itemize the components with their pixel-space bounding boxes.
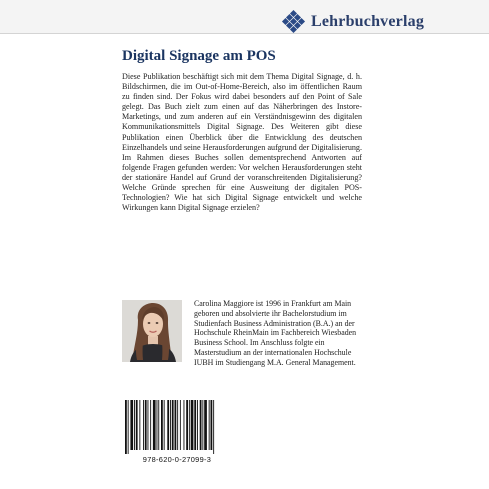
publisher-name: Lehrbuchverlag xyxy=(311,13,425,30)
barcode-bar xyxy=(161,400,163,450)
barcode-bar xyxy=(128,400,129,454)
barcode-bar xyxy=(170,400,171,450)
barcode-bar xyxy=(197,400,198,450)
barcode-bar xyxy=(164,400,165,450)
barcode-bars xyxy=(121,398,229,456)
barcode-bar xyxy=(191,400,194,450)
barcode-bar xyxy=(136,400,138,450)
barcode-bar xyxy=(150,400,151,450)
barcode-bar xyxy=(211,400,213,450)
barcode-bar xyxy=(158,400,159,450)
barcode-bar xyxy=(139,400,140,450)
barcode-bar xyxy=(175,400,177,450)
barcode-bar xyxy=(194,400,196,450)
barcode-bar xyxy=(202,400,203,450)
barcode-bar xyxy=(167,400,169,450)
barcode-bar xyxy=(153,400,156,450)
barcode-bar xyxy=(200,400,202,450)
author-photo xyxy=(122,300,182,362)
barcode-bar xyxy=(189,400,190,450)
barcode-bar xyxy=(213,400,214,454)
author-portrait-image xyxy=(122,300,182,362)
publisher-logo xyxy=(283,11,424,33)
barcode-bar xyxy=(177,400,178,450)
barcode-bar xyxy=(157,400,158,450)
barcode-bar xyxy=(180,400,181,450)
barcode-bar xyxy=(184,400,185,450)
book-blurb: Diese Publikation beschäftigt sich mit dem Thema Digital Signage, d. h. Bildschirmen, die im Out-of-Home-Bereich, also im öffentlichen Raum zu finden sind. Der Fokus wird dabei besonders auf den Point of Sale gelegt. Das Buch zielt zum einen auf das Näherbringen des Instore-Marketings, und zum anderen auf ein Verständnisgewinn des digitalen Kommunikationsmittels Digital Signage. Des Weiteren gibt diese Publikation einen Überblick über die Entwicklung des deutschen Einzelhandels und seine Herausforderungen aufgrund der Digitalisierung. Im Rahmen dieses Buches sollen dementsprechend Antworten auf folgende Fragen gefunden werden: Vor welchen Herausforderungen steht der stationäre Handel auf Grund der voranschreitenden Digitalisierung? Welche Gründe sprechen für eine Ausweitung der digitalen POS-Technologien? Wie hat sich Digital Signage entwickelt und welche Wirkungen kann Digital Signage erzielen? xyxy=(122,72,362,213)
author-bio: Carolina Maggiore ist 1996 in Frankfurt am Main geboren und absolvierte ihr Bachelorstudium im Studienfach Business Administration (B.A.) an der Hochschule RheinMain im Fachbereich Wiesbaden Business School. Im Anschluss folgte ein Masterstudium an der internationalen Hochschule IUBH im Studiengang M.A. General Management. xyxy=(194,299,357,367)
barcode-bar xyxy=(204,400,207,450)
barcode-bar xyxy=(186,400,188,450)
barcode-bar xyxy=(143,400,144,450)
barcode-bar xyxy=(130,400,133,450)
diamond-dots-logo-icon xyxy=(283,11,305,33)
barcode-bar xyxy=(134,400,135,450)
barcode-bar xyxy=(172,400,174,450)
barcode-bar xyxy=(148,400,149,450)
barcode-bar xyxy=(125,400,127,454)
isbn-barcode xyxy=(121,398,229,466)
isbn-number: 978-620-0-27099-3 xyxy=(142,455,212,464)
book-title: Digital Signage am POS xyxy=(122,48,276,64)
barcode-bar xyxy=(145,400,147,450)
barcode-bar xyxy=(209,400,210,450)
